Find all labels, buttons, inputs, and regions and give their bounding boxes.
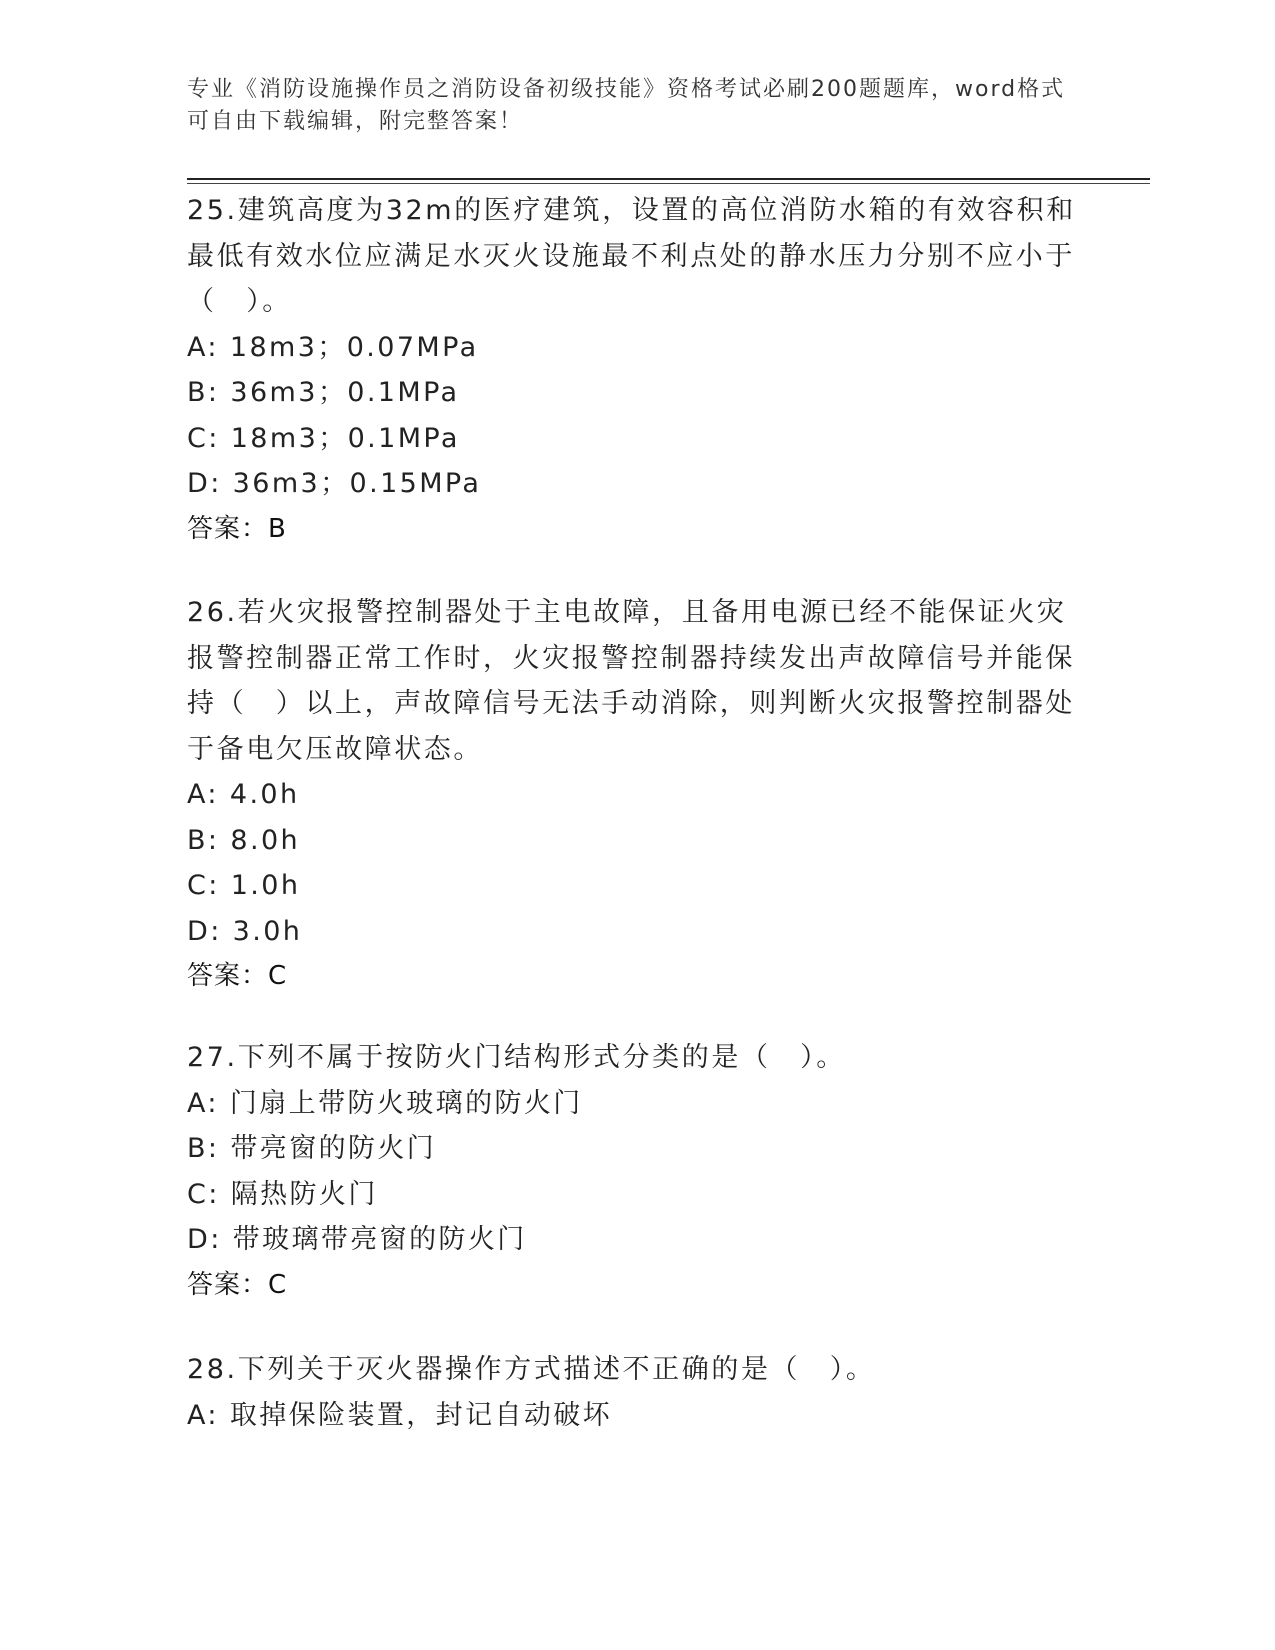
- option-a: A: 取掉保险装置，封记自动破坏: [187, 1399, 613, 1431]
- question-stem: 25.建筑高度为32m的医疗建筑，设置的高位消防水箱的有效容积和最低有效水位应满足水灭火设施最不利点处的静水压力分别不应小于（ ）。: [187, 195, 1076, 317]
- option-b: B: 带亮窗的防火门: [187, 1133, 437, 1164]
- answer-label: 答案：C: [187, 961, 288, 991]
- question-stem: 27.下列不属于按防火门结构形式分类的是（ ）。: [187, 1042, 846, 1073]
- question-stem: 26.若火灾报警控制器处于主电故障，且备用电源已经不能保证火灾报警控制器正常工作时，火灾报警控制器持续发出声故障信号并能保持（ ）以上，声故障信号无法手动消除，则判断火灾报警控制器处于备电欠压故障状态。: [187, 597, 1075, 765]
- option-c: C: 18m3；0.1MPa: [187, 422, 460, 454]
- header-divider-thick: [187, 178, 1150, 180]
- option-d: D: 3.0h: [187, 915, 303, 947]
- option-a: A: 18m3；0.07MPa: [187, 331, 479, 363]
- option-a: A: 4.0h: [187, 779, 300, 810]
- option-a: A: 门扇上带防火玻璃的防火门: [187, 1087, 583, 1119]
- document-header: 专业《消防设施操作员之消防设备初级技能》资格考试必刷200题题库，word格式可自由下载编辑，附完整答案！: [187, 77, 1066, 134]
- header-divider-thin: [187, 183, 1150, 184]
- question-25: [187, 188, 1087, 552]
- question-28: [187, 1347, 1087, 1438]
- answer-label: 答案：C: [187, 1269, 288, 1300]
- question-26: [187, 590, 1087, 1000]
- option-b: B: 36m3；0.1MPa: [187, 377, 460, 408]
- option-c: C: 1.0h: [187, 870, 301, 901]
- question-27: [187, 1035, 1087, 1308]
- answer-label: 答案：B: [187, 513, 287, 544]
- option-b: B: 8.0h: [187, 824, 301, 856]
- option-c: C: 隔热防火门: [187, 1178, 378, 1210]
- option-d: D: 带玻璃带亮窗的防火门: [187, 1224, 527, 1255]
- question-stem: 28.下列关于灭火器操作方式描述不正确的是（ ）。: [187, 1354, 876, 1385]
- option-d: D: 36m3；0.15MPa: [187, 468, 482, 499]
